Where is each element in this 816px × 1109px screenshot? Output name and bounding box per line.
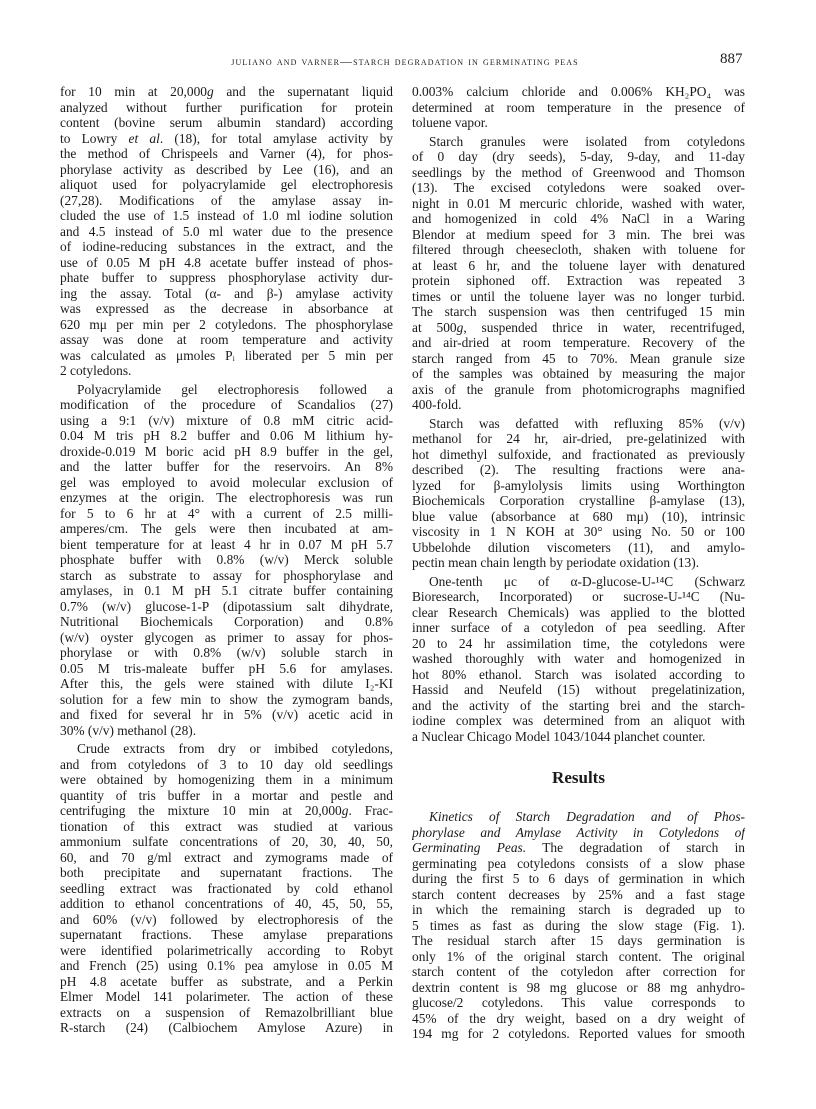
text-line: and homogenized in cold 4% NaCl in a Waring: [412, 211, 745, 226]
paragraph: [60, 84, 393, 379]
text-line: pH 4.8 acetate buffer as substrate, and a Perkin: [60, 973, 393, 989]
italic-text: g: [206, 84, 214, 99]
text-line: Ubbelohde dilution viscometers (11), and amylo-: [412, 539, 745, 555]
text-line: (13). The excised cotyledons were soaked over-: [412, 180, 745, 195]
text-line: gel was employed to avoid molecular exclusion of: [60, 474, 393, 490]
text-line: lyzed for β-amylolysis limits using Worthington: [412, 477, 745, 493]
text-line: times or until the toluene layer was no longer turbid.: [412, 288, 745, 304]
italic-text: et al: [128, 130, 160, 146]
text-line: and the activity of the starting brei and the starch-: [412, 697, 745, 713]
text-line: addition to ethanol concentrations of 40, 45, 50, 55,: [60, 896, 393, 911]
text-line: Biochemicals Corporation crystalline β-amylase (13),: [412, 493, 745, 508]
paragraph: [412, 134, 745, 413]
text-line: solution for a few min to show the zymogram bands,: [60, 691, 393, 707]
paragraph: [412, 416, 745, 571]
text-line: of 0 day (dry seeds), 5-day, 9-day, and 11-day: [412, 149, 745, 164]
text-line: [60, 803, 393, 819]
text-line: hot 80% ethanol. Starch was isolated according to: [412, 666, 745, 682]
text-line: assay was done at room temperature and activity: [60, 332, 393, 347]
text-line: 20 to 24 hr assimilation time, the cotyledons were: [412, 635, 745, 651]
text-line: (w/v) oyster glycogen as primer to assay for phos-: [60, 629, 393, 645]
text-segment: and the supernatant liquid: [213, 84, 393, 99]
text-line: phate buffer to suppress phosphorylase activity dur-: [60, 270, 393, 285]
text-line: were identified polarimetrically according to Robyt: [60, 942, 393, 958]
text-line: in which the remaining starch is degraded up to: [412, 902, 745, 917]
text-line: aliquot used for polyacrylamide gel electrophoresis: [60, 177, 393, 192]
text-line: Blendor at medium speed for 3 min. The brei was: [412, 226, 745, 242]
text-line: axis of the granule from photomicrographs magnified: [412, 381, 745, 397]
text-line: starch as substrate to assay for phosphorylase and: [60, 567, 393, 583]
text-line: amperes/cm. The gels were then incubated at am-: [60, 521, 393, 536]
text-line: use of 0.05 M pH 4.8 acetate buffer instead of phos-: [60, 254, 393, 270]
text-line: night in 0.01 M mercuric chloride, washed with water,: [412, 195, 745, 211]
text-line: starch ranged from 45 to 70%. Mean granule size: [412, 350, 745, 366]
text-line: The residual starch after 15 days germination is: [412, 933, 745, 948]
text-line: was calculated as μmoles Pᵢ liberated per 5 min per: [60, 347, 393, 363]
running-head: juliano and varner—starch degradation in germinating peas: [231, 54, 579, 68]
text-line: [412, 825, 745, 841]
text-line: during the first 5 to 6 days of germination in which: [412, 871, 745, 886]
text-line: seedlings by the method of Greenwood and Thomson: [412, 164, 745, 180]
text-line: 60, and 70 g/ml extract and zymograms made of: [60, 849, 393, 865]
text-line: 0.04 M tris pH 8.2 buffer and 0.06 M lithium hy-: [60, 428, 393, 443]
text-line: iodine complex was determined from an aliquot with: [412, 713, 745, 728]
page-number: 887: [720, 51, 743, 67]
text-segment: The degradation of starch in: [526, 840, 745, 855]
italic-text: g: [456, 319, 464, 335]
text-line: methanol for 24 hr, air-dried, pre-gelatinized with: [412, 431, 745, 446]
text-line: Polyacrylamide gel electrophoresis followed a: [77, 381, 393, 397]
right-column: [412, 84, 745, 1045]
text-line: starch content of the cotyledon after correction for: [412, 964, 745, 979]
text-line: Bioresearch, Incorporated) or sucrose-U-¹⁴C (Nu-: [412, 589, 745, 604]
text-line: Nutritional Biochemicals Corporation) and 0.8%: [60, 614, 393, 629]
text-line: and the latter buffer for the reservoirs. An 8%: [60, 459, 393, 474]
text-line: and French (25) using 0.1% pea amylose in 0.05 M: [60, 958, 393, 973]
text-line: and air-dried at room temperature. Recovery of the: [412, 335, 745, 350]
paragraph: [412, 809, 745, 1042]
text-line: and 4.5 instead of 5.0 ml water due to the presence: [60, 223, 393, 239]
text-line: [412, 320, 745, 336]
text-line: extracts on a suspension of Remazolbrilliant blue: [60, 1004, 393, 1020]
text-line: Hassid and Neufeld (15) without pregelatinization,: [412, 682, 745, 697]
text-line: protein siphoned off. Extraction was repeated 3: [412, 273, 745, 288]
text-segment: at 500: [412, 319, 457, 335]
text-segment: to Lowry: [60, 130, 129, 146]
text-line: and from cotyledons of 3 to 10 day old seedlings: [60, 756, 393, 772]
text-line: [60, 131, 393, 147]
text-line: seedling extract was fractionated by cold ethanol: [60, 880, 393, 896]
text-line: viscosity in 1 N KOH at 30° using No. 50 or 100: [412, 524, 745, 539]
text-line: inner surface of a cotyledon of pea seedling. After: [412, 620, 745, 635]
text-line: 0.003% calcium chloride and 0.006% KH₂PO₄ was: [412, 84, 745, 99]
text-line: hot dimethyl sulfoxide, and fractionated as previously: [412, 446, 745, 462]
text-line: 30% (v/v) methanol (28).: [60, 722, 197, 738]
text-line: starch content decreases by 25% and a fast stage: [412, 886, 745, 902]
text-line: and fixed for several hr in 5% (v/v) acetic acid in: [60, 707, 393, 722]
text-line: enzymes at the origin. The electrophoresis was run: [60, 490, 393, 505]
text-line: dextrin content is 98 mg glucose or 88 mg anhydro-: [412, 979, 745, 995]
text-line: 620 mμ per min per 2 cotyledons. The phosphorylase: [60, 316, 393, 332]
italic-text: phorylase and Amylase Activity in Cotyledons of: [412, 824, 745, 840]
paragraph: [412, 574, 745, 745]
text-line: content (bovine serum albumin standard) according: [60, 115, 393, 130]
italic-text: Kinetics of Starch Degradation and of Phos-: [429, 809, 745, 824]
text-line: 194 mg for 2 cotyledons. Reported values for smooth: [412, 1026, 745, 1041]
text-line: droxide-0.019 M boric acid pH 8.9 buffer in the gel,: [60, 443, 393, 459]
text-line: 0.05 M tris-maleate buffer pH 5.6 for amylases.: [60, 660, 393, 676]
text-line: only 1% of the original starch content. The original: [412, 948, 745, 964]
text-line: a Nuclear Chicago Model 1043/1044 planchet counter.: [412, 728, 706, 744]
italic-text: g: [341, 803, 349, 818]
text-line: and 60% (v/v) followed by electrophoresis of the: [60, 911, 393, 927]
text-line: Crude extracts from dry or imbibed cotyledons,: [77, 741, 393, 756]
text-line: phorylase or with 0.8% (w/v) soluble starch in: [60, 645, 393, 660]
text-segment: . Frac-: [348, 803, 393, 818]
text-line: for 5 to 6 hr at 4° with a current of 2.5 milli-: [60, 505, 393, 521]
section-heading: Results: [552, 768, 605, 787]
text-line: [60, 84, 393, 100]
paragraph: [60, 382, 393, 739]
text-line: analyzed without further purification for protein: [60, 99, 393, 115]
text-line: ammonium sulfate concentrations of 20, 30, 40, 50,: [60, 834, 393, 849]
text-line: glucose/2 cotyledons. This value corresponds to: [412, 995, 745, 1010]
text-line: 0.7% (w/v) glucose-1-P (dipotassium salt dihydrate,: [60, 598, 393, 614]
text-line: clear Research Chemicals) was applied to the blotted: [412, 604, 745, 620]
text-line: ing the assay. Total (α- and β-) amylase activity: [60, 285, 393, 301]
text-line: germinating pea cotyledons consists of a slow phase: [412, 855, 745, 871]
text-line: of the samples was obtained by measuring the major: [412, 366, 745, 381]
text-line: blue value (absorbance at 680 mμ) (10), intrinsic: [412, 508, 745, 524]
text-line: (27,28). Modifications of the amylase assay in-: [60, 192, 393, 208]
text-line: One-tenth μc of α-D-glucose-U-¹⁴C (Schwarz: [429, 573, 745, 589]
text-segment: for 10 min at 20,000: [60, 84, 207, 99]
text-line: cluded the use of 1.5 instead of 1.0 ml iodine solution: [60, 208, 393, 223]
text-line: 45% of the dry weight, based on a dry weight of: [412, 1010, 745, 1026]
text-line: Starch was defatted with refluxing 85% (v/v): [429, 415, 745, 431]
text-line: described (2). The resulting fractions were ana-: [412, 462, 745, 477]
text-line: of iodine-reducing substances in the extract, and the: [60, 239, 393, 254]
text-segment: . (18), for total amylase activity by: [159, 130, 393, 146]
text-line: phorylase activity as described by Lee (16), and an: [60, 161, 393, 177]
text-segment: centrifuging the mixture 10 min at 20,000: [60, 803, 342, 818]
text-line: [412, 809, 745, 825]
text-line: tionation of this extract was studied at various: [60, 818, 393, 834]
text-line: the method of Chrispeels and Varner (4), for phos-: [60, 146, 393, 161]
text-line: pectin mean chain length by periodate oxidation (13).: [412, 555, 700, 570]
text-line: 5 times as fast as during the slow stage (Fig. 1).: [412, 917, 745, 933]
text-segment: , suspended thrice in water, recentrifuged,: [463, 319, 745, 335]
text-line: supernatant fractions. These amylase preparations: [60, 927, 393, 942]
text-line: modification of the procedure of Scandalios (27): [60, 397, 393, 412]
italic-text: Germinating Peas.: [412, 840, 527, 855]
text-line: determined at room temperature in the presence of: [412, 99, 745, 115]
text-line: phosphate buffer with 0.8% (w/v) Merck soluble: [60, 552, 393, 567]
text-line: 400-fold.: [412, 397, 462, 412]
text-line: After this, the gels were stained with dilute I₂-KI: [60, 676, 393, 691]
text-line: filtered through cheesecloth, shaken with toluene for: [412, 242, 745, 257]
text-line: quantity of tris buffer in a mortar and pestle and: [60, 787, 393, 803]
text-line: [412, 840, 745, 856]
text-line: Starch granules were isolated from cotyledons: [429, 133, 745, 149]
text-line: bient temperature for at least 4 hr in 0.07 M pH 5.7: [60, 536, 393, 552]
text-line: toluene vapor.: [412, 115, 488, 130]
text-line: Elmer Model 141 polarimeter. The action of these: [60, 989, 393, 1004]
text-line: both precipitate and supernatant fractions. The: [60, 865, 393, 880]
left-column: [60, 84, 393, 1039]
text-line: 2 cotyledons.: [60, 363, 132, 378]
paragraph: [60, 741, 393, 1036]
text-line: R-starch (24) (Calbiochem Amylose Azure) in: [60, 1020, 393, 1035]
text-line: washed thoroughly with water and homogenized in: [412, 651, 745, 666]
paragraph: [412, 84, 745, 131]
text-line: The starch suspension was then centrifuged 15 min: [412, 304, 745, 319]
text-line: were obtained by homogenizing them in a minimum: [60, 772, 393, 787]
text-line: at least 6 hr, and the toluene layer with denatured: [412, 257, 745, 273]
text-line: was expressed as the decrease in absorbance at: [60, 301, 393, 316]
text-line: amylases, in 0.1 M pH 5.1 citrate buffer containing: [60, 583, 393, 598]
text-line: using a 9:1 (v/v) mixture of 0.8 mM citric acid-: [60, 412, 393, 428]
